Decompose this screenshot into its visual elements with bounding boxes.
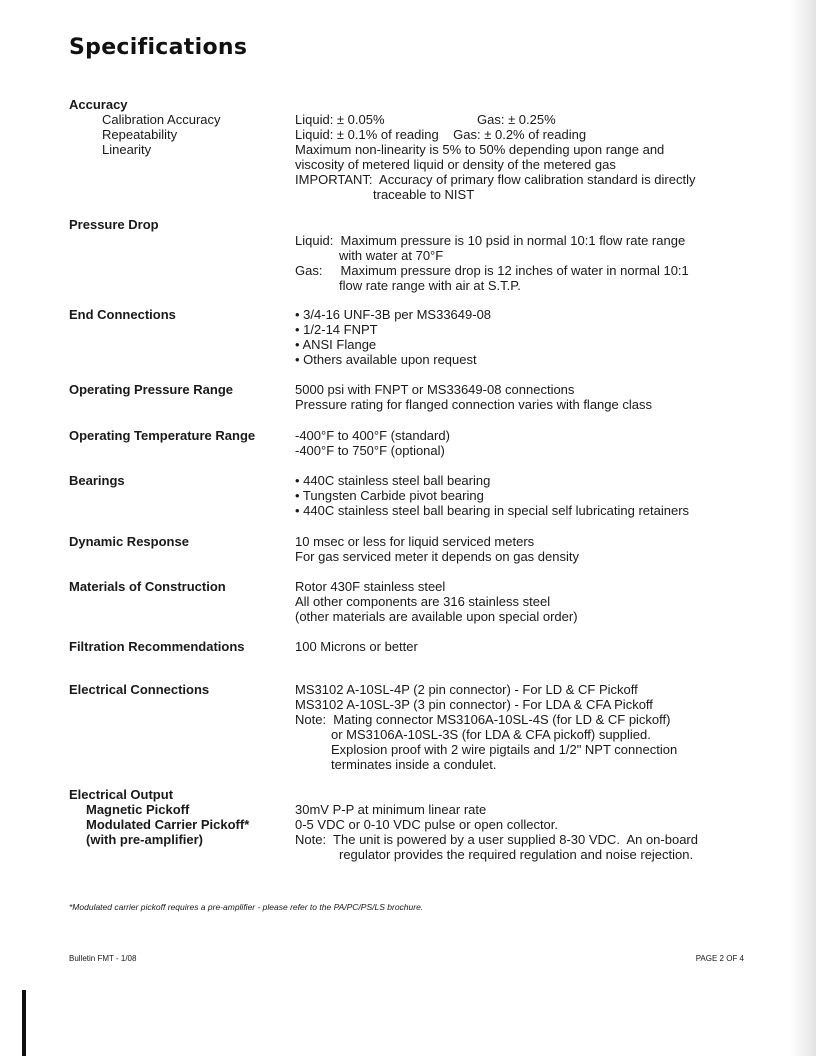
electrical-connections-line: or MS3106A-10SL-3S (for LDA & CFA pickoff) supplied. — [331, 727, 651, 742]
operating-pressure-heading: Operating Pressure Range — [69, 382, 233, 397]
list-item: • 440C stainless steel ball bearing — [295, 473, 491, 488]
dynamic-response-heading: Dynamic Response — [69, 534, 189, 549]
electrical-connections-line: MS3102 A-10SL-4P (2 pin connector) - For LD & CF Pickoff — [295, 682, 638, 697]
linearity-line: Maximum non-linearity is 5% to 50% depending upon range and — [295, 142, 665, 157]
scan-margin-mark — [22, 990, 26, 1056]
bearings-heading: Bearings — [69, 473, 125, 488]
bulletin-label: Bulletin FMT - 1/08 — [69, 954, 137, 963]
magnetic-pickoff-label: Magnetic Pickoff — [86, 802, 190, 817]
list-item: • Tungsten Carbide pivot bearing — [295, 488, 484, 503]
calibration-liquid-value: Liquid: ± 0.05% — [295, 112, 385, 127]
modulated-carrier-pickoff-value: 0-5 VDC or 0-10 VDC pulse or open collector. — [295, 817, 559, 832]
materials-line: (other materials are available upon special order) — [295, 609, 578, 624]
electrical-connections-line: terminates inside a condulet. — [331, 757, 497, 772]
dynamic-response-line: For gas serviced meter it depends on gas density — [295, 549, 579, 564]
operating-temperature-heading: Operating Temperature Range — [69, 428, 256, 443]
electrical-connections-line: Explosion proof with 2 wire pigtails and 1/2" NPT connection — [331, 742, 678, 757]
preamplifier-note: Note: The unit is powered by a user supplied 8-30 VDC. An on-board — [295, 832, 698, 847]
end-connections-heading: End Connections — [69, 307, 176, 322]
electrical-connections-heading: Electrical Connections — [69, 682, 210, 697]
modulated-carrier-pickoff-label: Modulated Carrier Pickoff* — [86, 817, 250, 832]
pressure-drop-line: Gas: Maximum pressure drop is 12 inches of water in normal 10:1 — [295, 263, 689, 278]
repeatability-value: Liquid: ± 0.1% of reading Gas: ± 0.2% of reading — [295, 127, 587, 142]
magnetic-pickoff-value: 30mV P-P at minimum linear rate — [295, 802, 487, 817]
linearity-line: viscosity of metered liquid or density of the metered gas — [295, 157, 616, 172]
linearity-line: traceable to NIST — [373, 187, 475, 202]
preamplifier-label: (with pre-amplifier) — [86, 832, 204, 847]
list-item: • 1/2-14 FNPT — [295, 322, 378, 337]
operating-pressure-line: 5000 psi with FNPT or MS33649-08 connections — [295, 382, 575, 397]
calibration-accuracy-label: Calibration Accuracy — [102, 112, 221, 127]
operating-temperature-line: -400°F to 750°F (optional) — [295, 443, 445, 458]
preamplifier-note-cont: regulator provides the required regulation and noise rejection. — [339, 847, 694, 862]
electrical-connections-line: Note: Mating connector MS3106A-10SL-4S (for LD & CF pickoff) — [295, 712, 671, 727]
materials-line: Rotor 430F stainless steel — [295, 579, 446, 594]
list-item: • Others available upon request — [295, 352, 477, 367]
pressure-drop-line: with water at 70°F — [339, 248, 444, 263]
list-item: • 3/4-16 UNF-3B per MS33649-08 — [295, 307, 492, 322]
dynamic-response-line: 10 msec or less for liquid serviced meters — [295, 534, 535, 549]
linearity-line: IMPORTANT: Accuracy of primary flow calibration standard is directly — [295, 172, 696, 187]
operating-pressure-line: Pressure rating for flanged connection varies with flange class — [295, 397, 652, 412]
page-number: PAGE 2 OF 4 — [695, 954, 744, 963]
pressure-drop-line: Liquid: Maximum pressure is 10 psid in normal 10:1 flow rate range — [295, 233, 686, 248]
operating-temperature-line: -400°F to 400°F (standard) — [295, 428, 450, 443]
materials-line: All other components are 316 stainless steel — [295, 594, 551, 609]
pressure-drop-heading: Pressure Drop — [69, 217, 159, 232]
electrical-connections-line: MS3102 A-10SL-3P (3 pin connector) - For LDA & CFA Pickoff — [295, 697, 653, 712]
footnote: *Modulated carrier pickoff requires a pre-amplifier - please refer to the PA/PC/PS/LS brochure. — [69, 902, 424, 912]
linearity-label: Linearity — [102, 142, 152, 157]
page-title: Specifications — [69, 35, 248, 60]
accuracy-heading: Accuracy — [69, 97, 128, 112]
electrical-output-heading: Electrical Output — [69, 787, 174, 802]
calibration-gas-value: Gas: ± 0.25% — [477, 112, 556, 127]
filtration-heading: Filtration Recommendations — [69, 639, 245, 654]
filtration-line: 100 Microns or better — [295, 639, 418, 654]
list-item: • 440C stainless steel ball bearing in special self lubricating retainers — [295, 503, 690, 518]
repeatability-label: Repeatability — [102, 127, 178, 142]
list-item: • ANSI Flange — [295, 337, 377, 352]
scan-edge-shadow — [790, 0, 816, 1056]
materials-heading: Materials of Construction — [69, 579, 226, 594]
pressure-drop-line: flow rate range with air at S.T.P. — [339, 278, 521, 293]
